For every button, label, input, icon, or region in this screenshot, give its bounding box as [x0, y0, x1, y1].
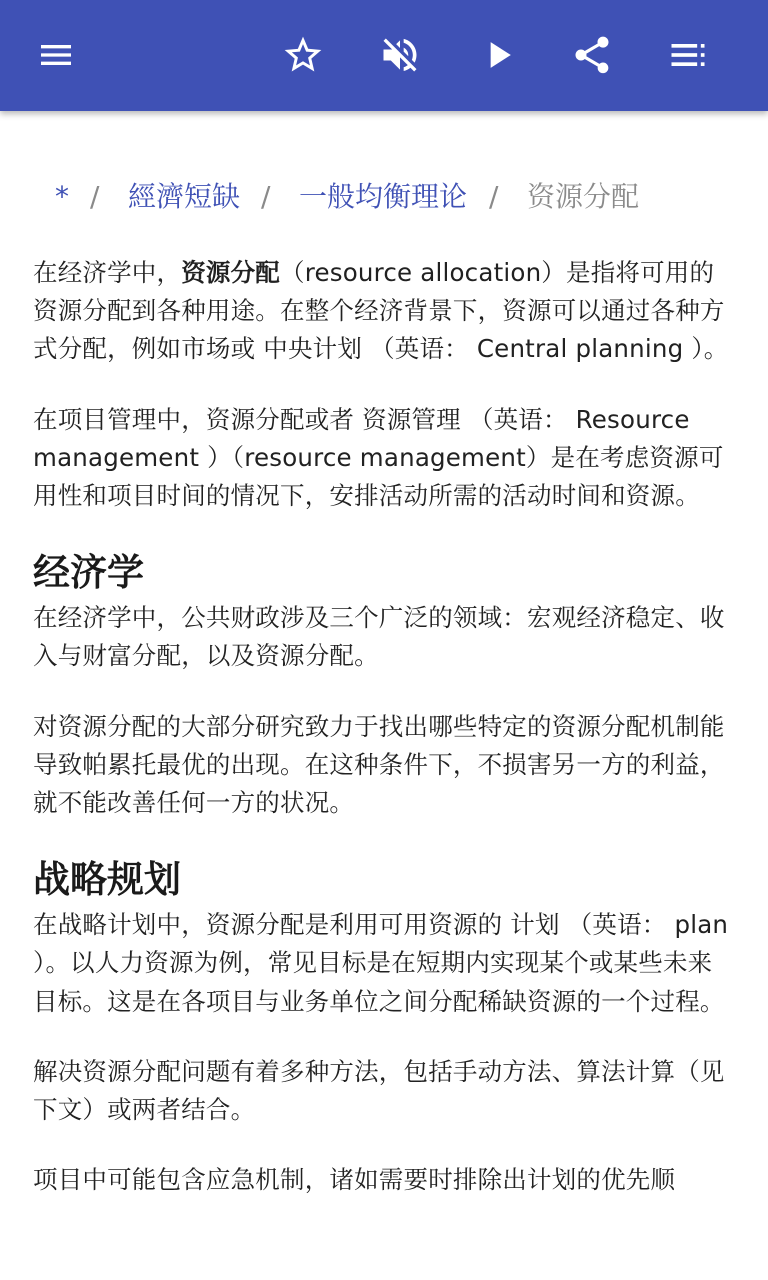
breadcrumb-separator: / — [90, 180, 100, 213]
contents-button[interactable] — [658, 25, 718, 85]
share-button[interactable] — [562, 25, 622, 85]
mute-button[interactable] — [370, 25, 430, 85]
share-icon — [570, 33, 614, 77]
section-heading-economics: 经济学 — [33, 551, 144, 595]
star-outline-icon — [281, 33, 325, 77]
play-icon — [476, 33, 520, 77]
volume-off-icon — [378, 33, 422, 77]
article-body — [33, 254, 737, 1231]
playlist-icon — [666, 33, 710, 77]
strategic-planning-paragraph-3: 项目中可能包含应急机制，诸如需要时排除出计划的优先顺 — [33, 1165, 676, 1195]
breadcrumb-separator: / — [261, 180, 271, 213]
intro-paragraph — [33, 254, 737, 369]
breadcrumb-item-root[interactable]: * — [55, 180, 69, 213]
strategic-planning-paragraph-2: 解决资源分配问题有着多种方法，包括手动方法、算法计算（见下文）或两者结合。 — [33, 1056, 725, 1125]
breadcrumb-separator: / — [489, 180, 499, 213]
article-view[interactable] — [0, 111, 768, 1280]
project-management-paragraph: 在项目管理中，资源分配或者 资源管理 （英语： Resource management ）（resource management）是在考虑资源可用性和项目时间的情况下，安排活动所需的活动时间和资源。 — [33, 404, 724, 511]
strategic-planning-paragraph-1: 在战略计划中，资源分配是利用可用资源的 计划 （英语： plan ）。以人力资源为例，常见目标是在短期内实现某个或某些未来目标。这是在各项目与业务单位之间分配稀缺资源的一个过程。 — [33, 910, 729, 1016]
bookmark-button[interactable] — [273, 25, 333, 85]
intro-bold-term: 资源分配 — [181, 258, 281, 287]
section-heading-strategic-planning: 战略规划 — [33, 858, 181, 902]
breadcrumb-item-economic-shortage[interactable]: 經濟短缺 — [128, 180, 241, 213]
breadcrumb — [0, 177, 768, 217]
menu-icon — [36, 35, 76, 75]
economics-paragraph-2: 对资源分配的大部分研究致力于找出哪些特定的资源分配机制能导致帕累托最优的出现。在这种条件下，不损害另一方的利益，就不能改善任何一方的状况。 — [33, 711, 725, 818]
app-toolbar — [0, 0, 768, 111]
intro-text-start: 在经济学中， — [33, 258, 182, 287]
intro-text-rest: （resource allocation）是指将可用的资源分配到各种用途。在整个经济背景下，资源可以通过各种方式分配，例如市场或 中央计划 （英语： Central planning ）。 — [33, 258, 729, 364]
menu-button[interactable] — [26, 25, 86, 85]
breadcrumb-current-page: 资源分配 — [527, 180, 640, 213]
economics-paragraph-1: 在经济学中，公共财政涉及三个广泛的领域：宏观经济稳定、收入与财富分配，以及资源分配。 — [33, 603, 725, 671]
play-button[interactable] — [468, 25, 528, 85]
breadcrumb-item-general-equilibrium[interactable]: 一般均衡理论 — [299, 180, 468, 213]
